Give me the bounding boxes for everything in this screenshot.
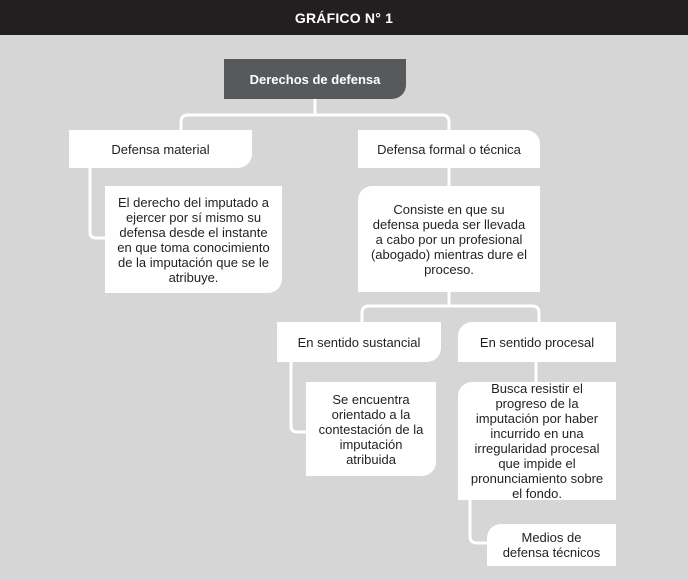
formal-description: Consiste en que su defensa pueda ser llevada a cabo por un profesional (abogado) mientras dure el proceso.: [370, 201, 528, 277]
procesal-sub-label: Medios de defensa técnicos: [502, 530, 601, 560]
sustancial-label: En sentido sustancial: [297, 334, 421, 350]
material-label: Defensa material: [111, 141, 210, 157]
procesal-node: [458, 322, 616, 362]
procesal-sub-box: [487, 524, 616, 566]
formal-node: [358, 130, 540, 168]
procesal-label: En sentido procesal: [479, 334, 595, 350]
material-node: [69, 130, 252, 168]
root-label: Derechos de defensa: [249, 71, 381, 87]
connector-procesal-sub: [470, 500, 487, 543]
connector-material-desc: [90, 168, 105, 238]
connector-root-branch: [181, 115, 449, 131]
sustancial-description: Se encuentra orientado a la contestación de la imputación atribuida: [318, 391, 424, 467]
sustancial-node: [277, 322, 441, 362]
sustancial-description-box: [306, 382, 436, 476]
formal-label: Defensa formal o técnica: [377, 141, 521, 157]
connector-formal-branch: [362, 306, 539, 322]
material-description: El derecho del imputado a ejercer por sí mismo su defensa desde el instante en que toma conocimiento de la imputación que se le atribuye.: [117, 194, 270, 285]
root-node: [224, 59, 406, 99]
procesal-description: Busca resistir el progreso de la imputación por haber incurrido en una irregularidad procesal que impide el pronunciamiento sobre el fondo.: [470, 381, 604, 501]
chart-title: GRÁFICO N° 1: [294, 9, 394, 26]
formal-description-box: [358, 186, 540, 292]
material-description-box: [105, 186, 282, 293]
procesal-description-box: [458, 382, 616, 500]
connector-sustancial-desc: [291, 362, 306, 432]
